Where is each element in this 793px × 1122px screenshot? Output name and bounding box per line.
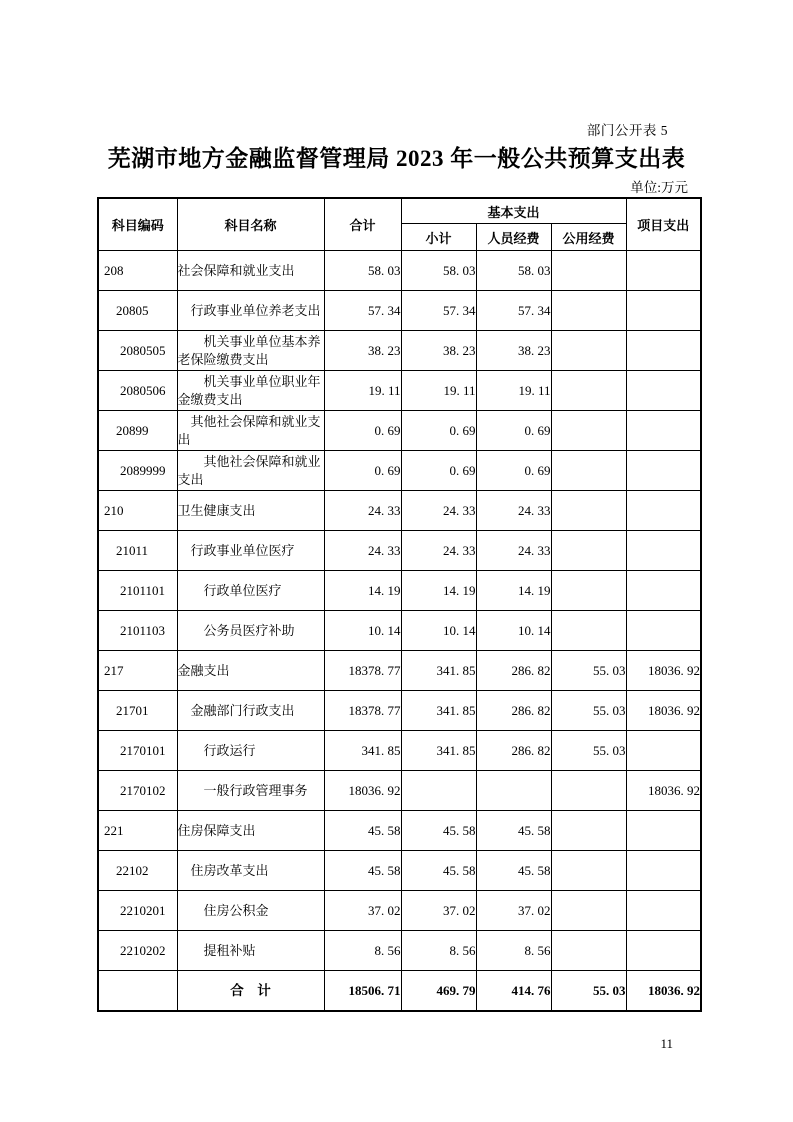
subtotal-cell: 0. 69	[401, 451, 476, 491]
name-cell: 行政单位医疗	[177, 571, 324, 611]
total-cell: 0. 69	[324, 451, 401, 491]
subtotal-cell: 24. 33	[401, 491, 476, 531]
code-cell: 217	[98, 651, 177, 691]
code-cell: 2080505	[98, 331, 177, 371]
public-cell	[551, 531, 626, 571]
name-cell: 行政事业单位养老支出	[177, 291, 324, 331]
project-cell	[626, 851, 701, 891]
corner-table-label: 部门公开表 5	[586, 123, 668, 138]
public-cell	[551, 491, 626, 531]
table-row	[98, 771, 701, 811]
total-row-project: 18036. 92	[626, 971, 701, 1012]
table-row	[98, 811, 701, 851]
public-cell	[551, 451, 626, 491]
header-total: 合计	[324, 198, 401, 251]
public-cell	[551, 771, 626, 811]
project-cell	[626, 371, 701, 411]
header-name: 科目名称	[177, 198, 324, 251]
total-cell: 18378. 77	[324, 691, 401, 731]
header-public: 公用经费	[551, 224, 626, 251]
personnel-cell: 45. 58	[476, 811, 551, 851]
public-cell	[551, 851, 626, 891]
project-cell	[626, 531, 701, 571]
personnel-cell: 45. 58	[476, 851, 551, 891]
subtotal-cell: 38. 23	[401, 331, 476, 371]
total-cell: 38. 23	[324, 331, 401, 371]
table-row	[98, 251, 701, 291]
table-row	[98, 331, 701, 371]
subtotal-cell: 341. 85	[401, 691, 476, 731]
subtotal-cell: 58. 03	[401, 251, 476, 291]
personnel-cell: 24. 33	[476, 491, 551, 531]
project-cell	[626, 891, 701, 931]
public-cell	[551, 251, 626, 291]
personnel-cell: 57. 34	[476, 291, 551, 331]
public-cell	[551, 411, 626, 451]
code-cell: 2089999	[98, 451, 177, 491]
code-cell: 2210202	[98, 931, 177, 971]
name-cell: 提租补贴	[177, 931, 324, 971]
project-cell: 18036. 92	[626, 771, 701, 811]
code-cell: 208	[98, 251, 177, 291]
table-row	[98, 491, 701, 531]
name-cell: 行政事业单位医疗	[177, 531, 324, 571]
project-cell: 18036. 92	[626, 651, 701, 691]
name-cell: 机关事业单位职业年金缴费支出	[177, 371, 324, 411]
public-cell: 55. 03	[551, 691, 626, 731]
table-row	[98, 891, 701, 931]
code-cell: 21011	[98, 531, 177, 571]
public-cell	[551, 811, 626, 851]
code-cell: 2101103	[98, 611, 177, 651]
subtotal-cell: 45. 58	[401, 851, 476, 891]
personnel-cell: 37. 02	[476, 891, 551, 931]
table-row	[98, 571, 701, 611]
subtotal-cell: 341. 85	[401, 651, 476, 691]
subtotal-cell: 14. 19	[401, 571, 476, 611]
name-cell: 住房改革支出	[177, 851, 324, 891]
total-cell: 45. 58	[324, 811, 401, 851]
table-row	[98, 851, 701, 891]
table-row	[98, 411, 701, 451]
public-cell	[551, 291, 626, 331]
name-cell: 一般行政管理事务	[177, 771, 324, 811]
subtotal-cell: 45. 58	[401, 811, 476, 851]
project-cell	[626, 411, 701, 451]
code-cell: 2210201	[98, 891, 177, 931]
project-cell	[626, 611, 701, 651]
project-cell	[626, 811, 701, 851]
header-basic-group: 基本支出	[401, 198, 626, 224]
public-cell	[551, 331, 626, 371]
project-cell: 18036. 92	[626, 691, 701, 731]
subtotal-cell: 0. 69	[401, 411, 476, 451]
total-cell: 0. 69	[324, 411, 401, 451]
table-header	[98, 198, 701, 251]
name-cell: 社会保障和就业支出	[177, 251, 324, 291]
table-row	[98, 651, 701, 691]
code-cell: 20805	[98, 291, 177, 331]
personnel-cell: 58. 03	[476, 251, 551, 291]
public-cell	[551, 371, 626, 411]
total-cell: 14. 19	[324, 571, 401, 611]
code-cell: 21701	[98, 691, 177, 731]
table-row	[98, 931, 701, 971]
name-cell: 卫生健康支出	[177, 491, 324, 531]
total-cell: 45. 58	[324, 851, 401, 891]
subtotal-cell: 8. 56	[401, 931, 476, 971]
name-cell: 住房保障支出	[177, 811, 324, 851]
project-cell	[626, 451, 701, 491]
total-row-label: 合 计	[177, 971, 324, 1012]
code-cell: 221	[98, 811, 177, 851]
personnel-cell: 10. 14	[476, 611, 551, 651]
public-cell	[551, 611, 626, 651]
subtotal-cell: 341. 85	[401, 731, 476, 771]
total-cell: 10. 14	[324, 611, 401, 651]
project-cell	[626, 291, 701, 331]
table-row	[98, 731, 701, 771]
code-cell: 22102	[98, 851, 177, 891]
personnel-cell: 8. 56	[476, 931, 551, 971]
name-cell: 机关事业单位基本养老保险缴费支出	[177, 331, 324, 371]
personnel-cell: 24. 33	[476, 531, 551, 571]
public-cell: 55. 03	[551, 731, 626, 771]
subtotal-cell: 10. 14	[401, 611, 476, 651]
total-row-subtotal: 469. 79	[401, 971, 476, 1012]
code-cell: 2101101	[98, 571, 177, 611]
personnel-cell	[476, 771, 551, 811]
header-row-1	[98, 198, 701, 224]
total-cell: 24. 33	[324, 531, 401, 571]
table-row	[98, 291, 701, 331]
header-personnel: 人员经费	[476, 224, 551, 251]
name-cell: 其他社会保障和就业支出	[177, 411, 324, 451]
table-row	[98, 691, 701, 731]
personnel-cell: 0. 69	[476, 451, 551, 491]
project-cell	[626, 731, 701, 771]
table-row	[98, 611, 701, 651]
public-cell: 55. 03	[551, 651, 626, 691]
total-cell: 18378. 77	[324, 651, 401, 691]
table-row	[98, 371, 701, 411]
personnel-cell: 286. 82	[476, 731, 551, 771]
table-row	[98, 531, 701, 571]
table-row	[98, 451, 701, 491]
name-cell: 金融部门行政支出	[177, 691, 324, 731]
public-cell	[551, 931, 626, 971]
personnel-cell: 0. 69	[476, 411, 551, 451]
total-row-personnel: 414. 76	[476, 971, 551, 1012]
subtotal-cell: 37. 02	[401, 891, 476, 931]
total-cell: 57. 34	[324, 291, 401, 331]
total-cell: 341. 85	[324, 731, 401, 771]
code-cell: 2080506	[98, 371, 177, 411]
personnel-cell: 286. 82	[476, 651, 551, 691]
unit-note: 单位:万元	[630, 180, 688, 195]
total-cell: 24. 33	[324, 491, 401, 531]
page-number: 11	[660, 1036, 673, 1051]
code-cell: 20899	[98, 411, 177, 451]
total-row-code-cell	[98, 971, 177, 1012]
subtotal-cell: 19. 11	[401, 371, 476, 411]
subtotal-cell	[401, 771, 476, 811]
header-subtotal: 小计	[401, 224, 476, 251]
subtotal-cell: 57. 34	[401, 291, 476, 331]
personnel-cell: 38. 23	[476, 331, 551, 371]
project-cell	[626, 491, 701, 531]
name-cell: 公务员医疗补助	[177, 611, 324, 651]
code-cell: 2170102	[98, 771, 177, 811]
project-cell	[626, 571, 701, 611]
public-cell	[551, 571, 626, 611]
total-row	[98, 971, 701, 1012]
personnel-cell: 286. 82	[476, 691, 551, 731]
total-cell: 19. 11	[324, 371, 401, 411]
name-cell: 住房公积金	[177, 891, 324, 931]
total-row-total: 18506. 71	[324, 971, 401, 1012]
total-cell: 8. 56	[324, 931, 401, 971]
total-cell: 18036. 92	[324, 771, 401, 811]
table-footer	[98, 971, 701, 1012]
project-cell	[626, 251, 701, 291]
name-cell: 金融支出	[177, 651, 324, 691]
subtotal-cell: 24. 33	[401, 531, 476, 571]
personnel-cell: 19. 11	[476, 371, 551, 411]
personnel-cell: 14. 19	[476, 571, 551, 611]
total-row-public: 55. 03	[551, 971, 626, 1012]
table-body	[98, 251, 701, 971]
code-cell: 210	[98, 491, 177, 531]
project-cell	[626, 331, 701, 371]
public-cell	[551, 891, 626, 931]
header-project: 项目支出	[626, 198, 701, 251]
page-title: 芜湖市地方金融监督管理局 2023 年一般公共预算支出表	[107, 146, 686, 171]
total-cell: 58. 03	[324, 251, 401, 291]
total-cell: 37. 02	[324, 891, 401, 931]
header-code: 科目编码	[98, 198, 177, 251]
name-cell: 行政运行	[177, 731, 324, 771]
budget-table	[97, 197, 702, 1012]
project-cell	[626, 931, 701, 971]
code-cell: 2170101	[98, 731, 177, 771]
name-cell: 其他社会保障和就业支出	[177, 451, 324, 491]
